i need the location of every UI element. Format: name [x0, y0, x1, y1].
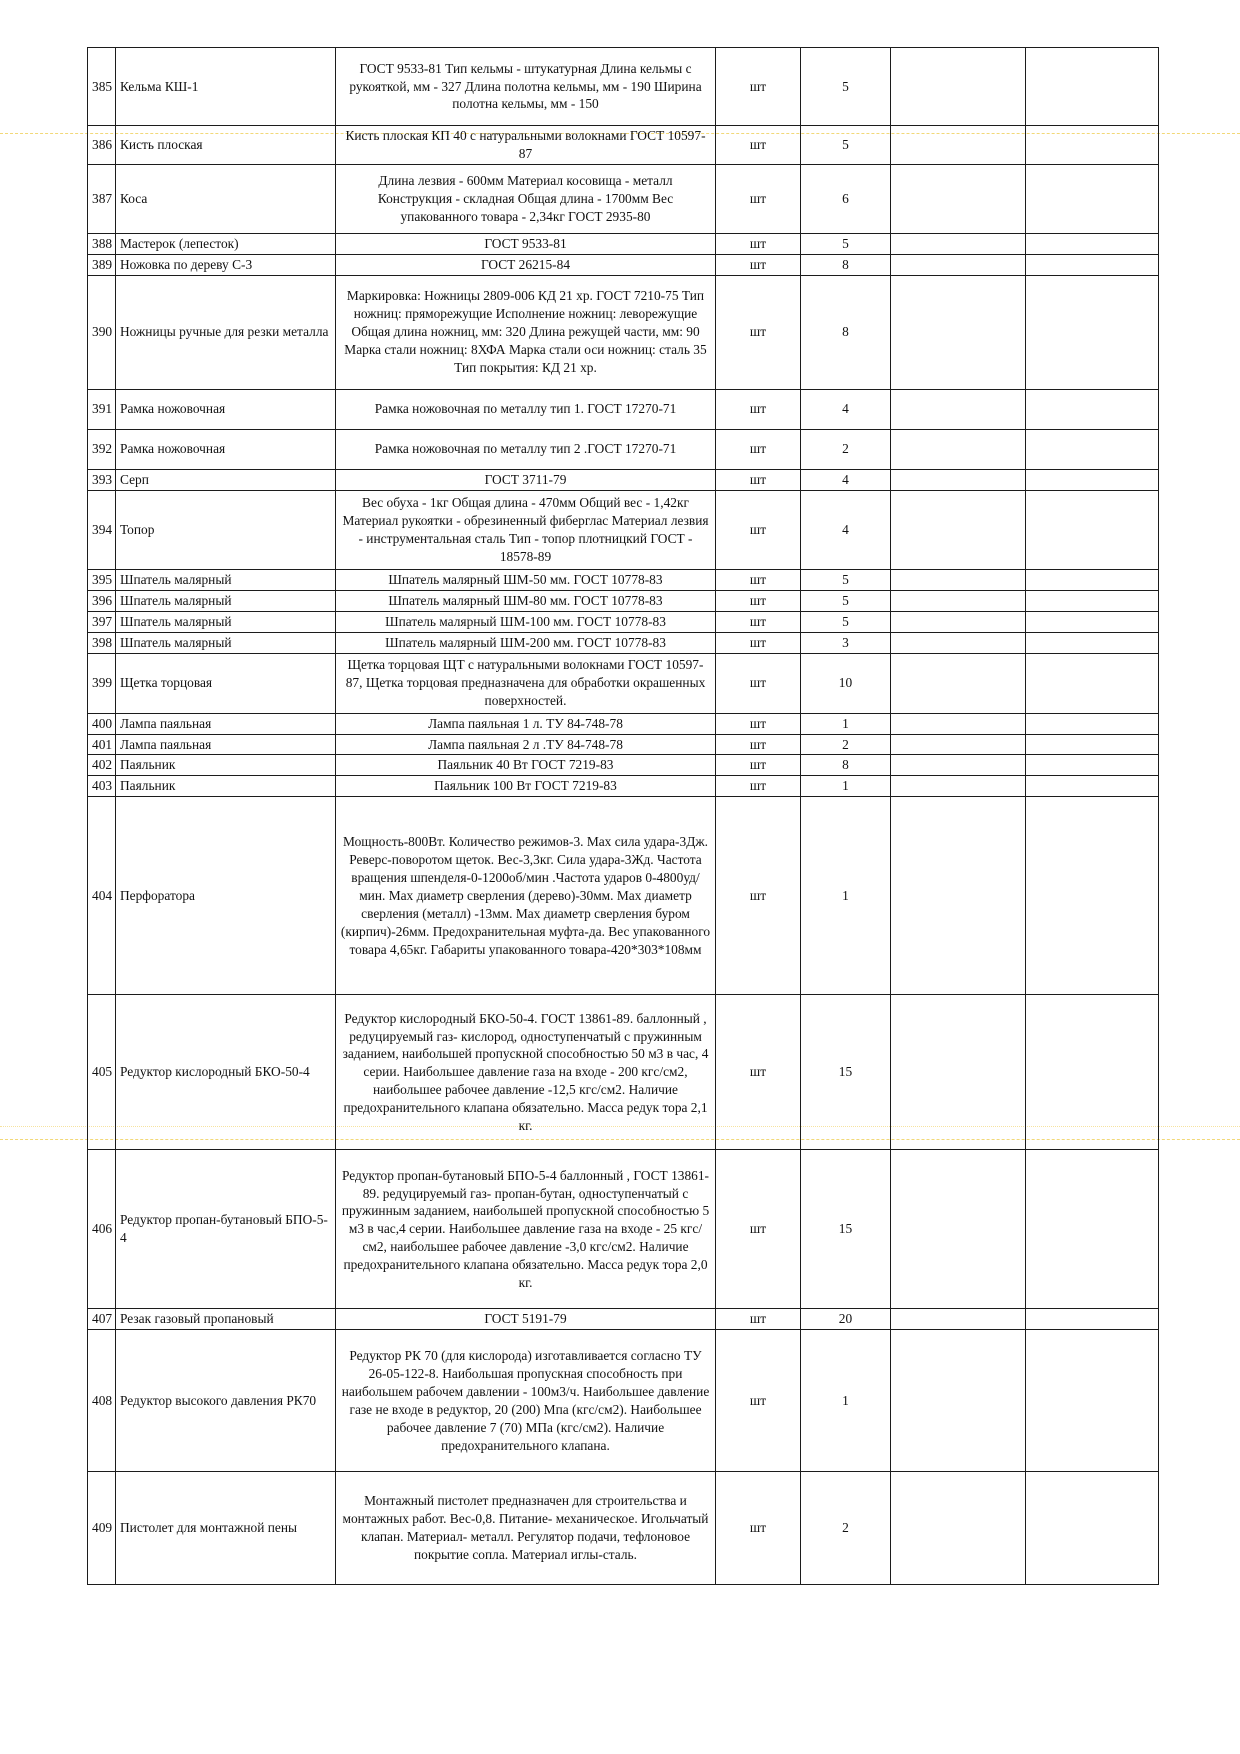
- table-row: [88, 469, 1159, 490]
- item-quantity: 2: [801, 734, 891, 755]
- item-unit: шт: [716, 1309, 801, 1330]
- item-name: Топор: [116, 490, 336, 569]
- empty-cell: [891, 995, 1026, 1150]
- item-name: Шпатель малярный: [116, 632, 336, 653]
- row-number: 396: [88, 590, 116, 611]
- item-unit: шт: [716, 653, 801, 713]
- empty-cell: [891, 776, 1026, 797]
- table-row: [88, 713, 1159, 734]
- item-description: Паяльник 40 Вт ГОСТ 7219-83: [336, 755, 716, 776]
- empty-cell: [891, 590, 1026, 611]
- table-row: [88, 429, 1159, 469]
- empty-cell: [891, 389, 1026, 429]
- item-quantity: 1: [801, 1330, 891, 1472]
- empty-cell: [891, 611, 1026, 632]
- item-unit: шт: [716, 755, 801, 776]
- empty-cell: [891, 1472, 1026, 1585]
- item-description: Лампа паяльная 1 л. ТУ 84-748-78: [336, 713, 716, 734]
- item-quantity: 15: [801, 1150, 891, 1309]
- row-number: 399: [88, 653, 116, 713]
- item-quantity: 4: [801, 490, 891, 569]
- empty-cell: [1026, 590, 1159, 611]
- item-name: Лампа паяльная: [116, 734, 336, 755]
- item-name: Кельма КШ-1: [116, 48, 336, 126]
- empty-cell: [1026, 389, 1159, 429]
- item-description: Щетка торцовая ЩТ с натуральными волокнами ГОСТ 10597-87, Щетка торцовая предназначена для обработки окрашенных поверхностей.: [336, 653, 716, 713]
- item-quantity: 5: [801, 48, 891, 126]
- table-row: [88, 1150, 1159, 1309]
- empty-cell: [891, 632, 1026, 653]
- item-name: Редуктор пропан-бутановый БПО-5-4: [116, 1150, 336, 1309]
- empty-cell: [1026, 734, 1159, 755]
- empty-cell: [891, 1150, 1026, 1309]
- table-row: [88, 653, 1159, 713]
- item-unit: шт: [716, 48, 801, 126]
- empty-cell: [1026, 611, 1159, 632]
- item-unit: шт: [716, 275, 801, 389]
- item-name: Редуктор кислородный БКО-50-4: [116, 995, 336, 1150]
- empty-cell: [891, 713, 1026, 734]
- row-number: 391: [88, 389, 116, 429]
- item-quantity: 8: [801, 755, 891, 776]
- item-description: Шпатель малярный ШМ-100 мм. ГОСТ 10778-83: [336, 611, 716, 632]
- item-name: Паяльник: [116, 755, 336, 776]
- empty-cell: [891, 233, 1026, 254]
- item-unit: шт: [716, 995, 801, 1150]
- empty-cell: [1026, 632, 1159, 653]
- empty-cell: [891, 569, 1026, 590]
- item-quantity: 5: [801, 611, 891, 632]
- empty-cell: [1026, 776, 1159, 797]
- row-number: 407: [88, 1309, 116, 1330]
- row-number: 387: [88, 164, 116, 233]
- specification-table: [87, 47, 1159, 1585]
- item-description: ГОСТ 26215-84: [336, 254, 716, 275]
- empty-cell: [891, 469, 1026, 490]
- item-name: Резак газовый пропановый: [116, 1309, 336, 1330]
- item-unit: шт: [716, 1330, 801, 1472]
- empty-cell: [1026, 48, 1159, 126]
- table-row: [88, 1472, 1159, 1585]
- row-number: 392: [88, 429, 116, 469]
- item-quantity: 1: [801, 797, 891, 995]
- row-number: 406: [88, 1150, 116, 1309]
- item-name: Кисть плоская: [116, 126, 336, 165]
- row-number: 398: [88, 632, 116, 653]
- item-unit: шт: [716, 1472, 801, 1585]
- item-description: Монтажный пистолет предназначен для строительства и монтажных работ. Вес-0,8. Питание- механическое. Игольчатый клапан. Материал- металл. Регулятор подачи, тефлоновое покрытие сопла. Материал иглы-сталь.: [336, 1472, 716, 1585]
- empty-cell: [891, 797, 1026, 995]
- empty-cell: [891, 429, 1026, 469]
- item-description: Шпатель малярный ШМ-200 мм. ГОСТ 10778-83: [336, 632, 716, 653]
- empty-cell: [891, 755, 1026, 776]
- empty-cell: [1026, 429, 1159, 469]
- item-description: Мощность-800Вт. Количество режимов-3. Мах сила удара-3Дж. Реверс-поворотом щеток. Вес-3,3кг. Сила удара-3Жд. Частота вращения шпенделя-0-1200об/мин .Частота ударов 0-4800уд/мин. Мах диаметр сверления (дерево)-30мм. Мах диаметр сверления (металл) -13мм. Мах диаметр сверления буром (кирпич)-26мм. Предохранительная муфта-да. Вес упакованного товара 4,65кг. Габариты упакованного товара-420*303*108мм: [336, 797, 716, 995]
- empty-cell: [1026, 1330, 1159, 1472]
- item-quantity: 2: [801, 429, 891, 469]
- item-description: Маркировка: Ножницы 2809-006 КД 21 хр. ГОСТ 7210-75 Тип ножниц: пряморежущие Исполнение ножниц: леворежущие Общая длина ножниц, мм: 320 Длина режущей части, мм: 90 Марка стали ножниц: 8ХФА Марка стали оси ножниц: сталь 35 Тип покрытия: КД 21 хр.: [336, 275, 716, 389]
- item-description: Лампа паяльная 2 л .ТУ 84-748-78: [336, 734, 716, 755]
- item-unit: шт: [716, 126, 801, 165]
- row-number: 393: [88, 469, 116, 490]
- item-name: Ножницы ручные для резки металла: [116, 275, 336, 389]
- row-number: 390: [88, 275, 116, 389]
- table-row: [88, 254, 1159, 275]
- item-quantity: 5: [801, 569, 891, 590]
- item-description: Кисть плоская КП 40 с натуральными волокнами ГОСТ 10597-87: [336, 126, 716, 165]
- row-number: 397: [88, 611, 116, 632]
- empty-cell: [1026, 569, 1159, 590]
- empty-cell: [891, 254, 1026, 275]
- empty-cell: [1026, 1150, 1159, 1309]
- row-number: 386: [88, 126, 116, 165]
- item-name: Шпатель малярный: [116, 569, 336, 590]
- item-unit: шт: [716, 1150, 801, 1309]
- item-name: Рамка ножовочная: [116, 429, 336, 469]
- table-row: [88, 389, 1159, 429]
- item-description: Длина лезвия - 600мм Материал косовища - металл Конструкция - складная Общая длина - 1700мм Вес упакованного товара - 2,34кг ГОСТ 2935-80: [336, 164, 716, 233]
- empty-cell: [1026, 164, 1159, 233]
- item-unit: шт: [716, 469, 801, 490]
- row-number: 385: [88, 48, 116, 126]
- table-row: [88, 1309, 1159, 1330]
- empty-cell: [1026, 469, 1159, 490]
- row-number: 394: [88, 490, 116, 569]
- table-row: [88, 734, 1159, 755]
- item-name: Щетка торцовая: [116, 653, 336, 713]
- empty-cell: [1026, 233, 1159, 254]
- item-quantity: 20: [801, 1309, 891, 1330]
- item-unit: шт: [716, 632, 801, 653]
- item-quantity: 2: [801, 1472, 891, 1585]
- table-row: [88, 632, 1159, 653]
- empty-cell: [891, 734, 1026, 755]
- empty-cell: [1026, 1472, 1159, 1585]
- item-unit: шт: [716, 713, 801, 734]
- table-row: [88, 797, 1159, 995]
- row-number: 401: [88, 734, 116, 755]
- item-quantity: 10: [801, 653, 891, 713]
- item-quantity: 5: [801, 590, 891, 611]
- item-name: Пистолет для монтажной пены: [116, 1472, 336, 1585]
- item-unit: шт: [716, 233, 801, 254]
- table-row: [88, 48, 1159, 126]
- item-quantity: 1: [801, 776, 891, 797]
- item-quantity: 4: [801, 389, 891, 429]
- item-description: Шпатель малярный ШМ-50 мм. ГОСТ 10778-83: [336, 569, 716, 590]
- empty-cell: [1026, 755, 1159, 776]
- empty-cell: [891, 490, 1026, 569]
- empty-cell: [1026, 126, 1159, 165]
- item-description: ГОСТ 9533-81: [336, 233, 716, 254]
- row-number: 395: [88, 569, 116, 590]
- item-unit: шт: [716, 429, 801, 469]
- table-row: [88, 755, 1159, 776]
- table-row: [88, 126, 1159, 165]
- row-number: 403: [88, 776, 116, 797]
- row-number: 400: [88, 713, 116, 734]
- empty-cell: [1026, 797, 1159, 995]
- empty-cell: [891, 1309, 1026, 1330]
- item-unit: шт: [716, 164, 801, 233]
- item-quantity: 5: [801, 233, 891, 254]
- table-row: [88, 233, 1159, 254]
- empty-cell: [891, 653, 1026, 713]
- row-number: 408: [88, 1330, 116, 1472]
- table-body: [88, 48, 1159, 1585]
- empty-cell: [1026, 254, 1159, 275]
- empty-cell: [891, 164, 1026, 233]
- empty-cell: [1026, 995, 1159, 1150]
- item-quantity: 8: [801, 275, 891, 389]
- row-number: 405: [88, 995, 116, 1150]
- item-name: Ножовка по дереву С-3: [116, 254, 336, 275]
- item-name: Перфоратора: [116, 797, 336, 995]
- table-row: [88, 1330, 1159, 1472]
- table-row: [88, 611, 1159, 632]
- item-name: Шпатель малярный: [116, 590, 336, 611]
- table-row: [88, 590, 1159, 611]
- item-quantity: 5: [801, 126, 891, 165]
- empty-cell: [1026, 490, 1159, 569]
- item-name: Рамка ножовочная: [116, 389, 336, 429]
- item-unit: шт: [716, 389, 801, 429]
- item-unit: шт: [716, 797, 801, 995]
- item-quantity: 15: [801, 995, 891, 1150]
- row-number: 409: [88, 1472, 116, 1585]
- item-unit: шт: [716, 569, 801, 590]
- item-description: Рамка ножовочная по металлу тип 2 .ГОСТ 17270-71: [336, 429, 716, 469]
- item-description: Рамка ножовочная по металлу тип 1. ГОСТ 17270-71: [336, 389, 716, 429]
- item-description: ГОСТ 9533-81 Тип кельмы - штукатурная Длина кельмы с рукояткой, мм - 327 Длина полотна кельмы, мм - 190 Ширина полотна кельмы, мм - 150: [336, 48, 716, 126]
- empty-cell: [891, 275, 1026, 389]
- item-unit: шт: [716, 734, 801, 755]
- table-row: [88, 275, 1159, 389]
- item-name: Шпатель малярный: [116, 611, 336, 632]
- table-row: [88, 164, 1159, 233]
- item-name: Лампа паяльная: [116, 713, 336, 734]
- table-row: [88, 490, 1159, 569]
- empty-cell: [1026, 653, 1159, 713]
- item-unit: шт: [716, 611, 801, 632]
- item-description: Редуктор пропан-бутановый БПО-5-4 баллонный , ГОСТ 13861-89. редуцируемый газ- пропан-бутан, одноступенчатый с пружинным заданием, наибольшей пропускной способностью 5 м3 в час,4 серии. Наибольшее давление газа на входе - 25 кгс/см2, наибольшее рабочее давление -3,0 кгс/см2. Наличие предохранительного клапана обязательно. Масса редук тора 2,0 кг.: [336, 1150, 716, 1309]
- item-quantity: 1: [801, 713, 891, 734]
- document-page: [87, 47, 1158, 1585]
- empty-cell: [891, 48, 1026, 126]
- empty-cell: [891, 1330, 1026, 1472]
- item-quantity: 3: [801, 632, 891, 653]
- item-name: Серп: [116, 469, 336, 490]
- item-name: Редуктор высокого давления РК70: [116, 1330, 336, 1472]
- item-description: ГОСТ 3711-79: [336, 469, 716, 490]
- empty-cell: [1026, 1309, 1159, 1330]
- item-unit: шт: [716, 590, 801, 611]
- item-description: ГОСТ 5191-79: [336, 1309, 716, 1330]
- item-name: Мастерок (лепесток): [116, 233, 336, 254]
- item-description: Вес обуха - 1кг Общая длина - 470мм Общий вес - 1,42кг Материал рукоятки - обрезиненный фиберглас Материал лезвия - инструментальная сталь Тип - топор плотницкий ГОСТ - 18578-89: [336, 490, 716, 569]
- row-number: 402: [88, 755, 116, 776]
- item-description: Шпатель малярный ШМ-80 мм. ГОСТ 10778-83: [336, 590, 716, 611]
- item-unit: шт: [716, 490, 801, 569]
- item-description: Редуктор кислородный БКО-50-4. ГОСТ 13861-89. баллонный , редуцируемый газ- кислород, одноступенчатый с пружинным заданием, наибольшей пропускной способностью 50 м3 в час, 4 серии. Наибольшее давление газа на входе - 200 кгс/см2, наибольшее рабочее давление -12,5 кгс/см2. Наличие предохранительного клапана обязательно. Масса редук тора 2,1 кг.: [336, 995, 716, 1150]
- table-row: [88, 776, 1159, 797]
- item-unit: шт: [716, 254, 801, 275]
- item-description: Редуктор РК 70 (для кислорода) изготавливается согласно ТУ 26-05-122-8. Наибольшая пропускная способность при наибольшем рабочем давлении - 100м3/ч. Наибольшее давление газе не входе в редуктор, 20 (200) Мпа (кгс/см2). Наибольшее рабочее давление 7 (70) МПа (кгс/см2). Наличие предохранительного клапана.: [336, 1330, 716, 1472]
- table-row: [88, 995, 1159, 1150]
- row-number: 389: [88, 254, 116, 275]
- empty-cell: [891, 126, 1026, 165]
- item-description: Паяльник 100 Вт ГОСТ 7219-83: [336, 776, 716, 797]
- item-quantity: 4: [801, 469, 891, 490]
- row-number: 388: [88, 233, 116, 254]
- item-unit: шт: [716, 776, 801, 797]
- item-name: Паяльник: [116, 776, 336, 797]
- empty-cell: [1026, 713, 1159, 734]
- item-quantity: 8: [801, 254, 891, 275]
- table-row: [88, 569, 1159, 590]
- empty-cell: [1026, 275, 1159, 389]
- item-quantity: 6: [801, 164, 891, 233]
- row-number: 404: [88, 797, 116, 995]
- item-name: Коса: [116, 164, 336, 233]
